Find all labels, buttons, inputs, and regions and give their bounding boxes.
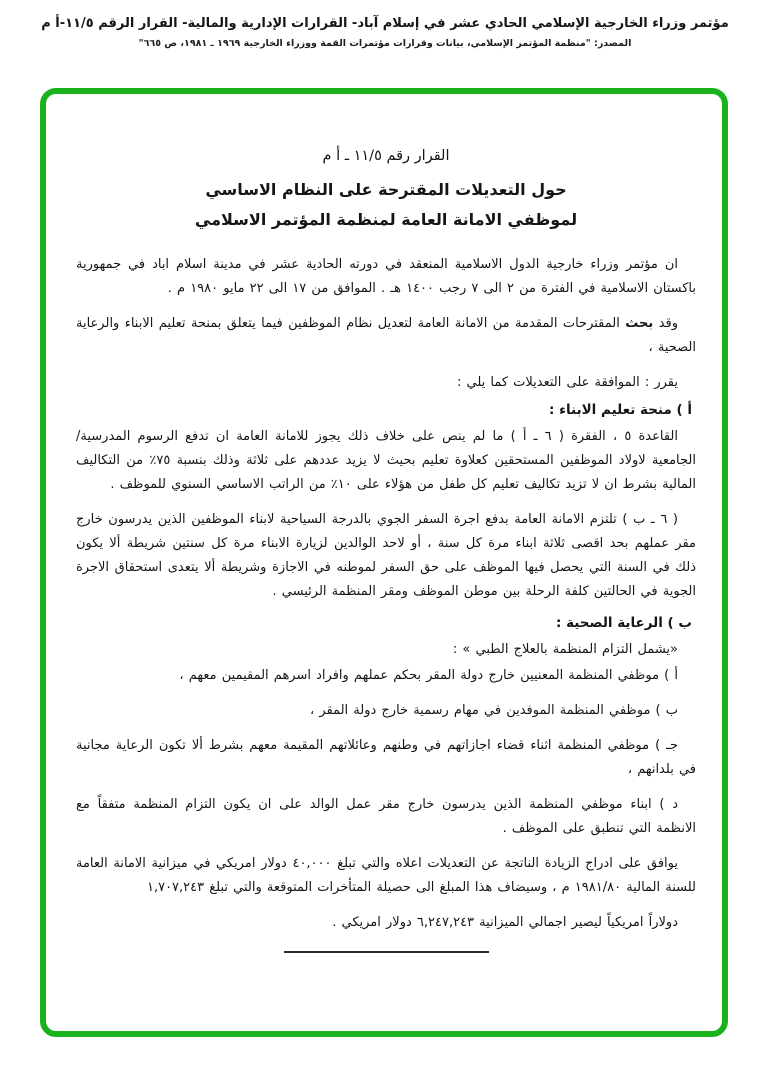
- decides-line: يقرر : الموافقة على التعديلات كما يلي :: [456, 375, 678, 390]
- source-header-citation: المصدر: "منظمة المؤتمر الإسلامي، بيانات وقرارات مؤتمرات القمة ووزراء الخارجية ١٩٦٩ ـ ١٩٨١، ص ٦٦٥": [138, 37, 632, 49]
- review-paragraph: [76, 312, 696, 360]
- document-frame: [40, 88, 728, 1037]
- education-grant-rule-6a: القاعدة ٥ ، الفقرة ( ٦ ـ أ ) ما لم ينص على خلاف ذلك يجوز للامانة العامة ان تدفع الرسوم المدرسية/ الجامعية لاولاد الموظفين المستحقين كعلاوة تعليم بحيث لا يزيد عددهم على ثلاثة وذلك بنسبة ٧٥٪ من التكاليف المالية بشرط ان لا تزيد تكاليف تعليم كل طفل من هؤلاء على ١٠٪ من الراتب الاساسي السنوي للموظف .: [76, 429, 696, 492]
- decision-number-title: القرار رقم ١١/٥ ـ أ م: [322, 148, 450, 164]
- section-a-heading: أ ) منحة تعليم الابناء :: [548, 402, 692, 418]
- decision-subject-title-2: لموظفي الامانة العامة لمنظمة المؤتمر الاسلامي: [194, 210, 578, 229]
- source-header-title: مؤتمر وزراء الخارجية الإسلامي الحادي عشر في إسلام آباد- القرارات الإدارية والمالية- القرار الرقم ١١/٥-أ م: [41, 16, 729, 31]
- section-b-heading: ب ) الرعاية الصحية :: [555, 615, 692, 631]
- medical-coverage-item-a: أ ) موظفي المنظمة المعنيين خارج دولة المقر بحكم عملهم وافراد اسرهم المقيمين معهم ،: [179, 668, 678, 683]
- review-text: المقترحات المقدمة من الامانة العامة لتعديل نظام الموظفين فيما يتعلق بمنحة تعليم الابناء والرعاية الصحية ،: [76, 316, 696, 355]
- budget-total-line: دولاراً امريكياً ليصير اجمالي الميزانية ٦,٢٤٧,٢٤٣ دولار امريكي .: [332, 915, 678, 930]
- medical-coverage-item-c: جـ ) موظفي المنظمة اثناء قضاء اجازاتهم في وطنهم وعائلاتهم المقيمة معهم بشرط ألا تكون الرعاية مجانية في بلدانهم ،: [76, 738, 696, 777]
- preamble-paragraph: ان مؤتمر وزراء خارجية الدول الاسلامية المنعقد في دورته الحادية عشر في مدينة اسلام اباد في جمهورية باكستان الاسلامية في الفترة من ٢ الى ٧ رجب ١٤٠٠ هـ . الموافق من ١٧ الى ٢٢ مايو ١٩٨٠ م .: [76, 257, 696, 296]
- footer-divider: [284, 951, 489, 953]
- decision-subject-title-1: حول التعديلات المقترحة على النظام الاساسي: [205, 180, 567, 199]
- medical-coverage-item-b: ب ) موظفي المنظمة الموفدين في مهام رسمية خارج دولة المقر ،: [309, 703, 678, 718]
- budget-paragraph: يوافق على ادراج الزيادة الناتجة عن التعديلات اعلاه والتي تبلغ ٤٠,٠٠٠ دولار امريكي في ميزانية الامانة العامة للسنة المالية ١٩٨١/٨٠ م ، وسيضاف هذا المبلغ الى حصيلة المتأخرات المتوقعة والتي تبلغ ١,٧٠٧,٢٤٣: [76, 856, 696, 895]
- source-header: [0, 14, 770, 49]
- medical-coverage-item-d: د ) ابناء موظفي المنظمة الذين يدرسون خارج مقر عمل الوالد على ان يكون التزام المنظمة متفقاً مع الانظمة التي تنطبق على الموظف .: [76, 797, 696, 836]
- review-emphasis: بحث: [625, 316, 654, 331]
- medical-coverage-intro: «يشمل التزام المنظمة بالعلاج الطبي » :: [452, 642, 678, 657]
- review-prefix: وقد: [658, 316, 678, 331]
- education-grant-rule-6b: ( ٦ ـ ب ) تلتزم الامانة العامة بدفع اجرة السفر الجوي بالدرجة السياحية لابناء الموظفين الذين يدرسون خارج مقر عملهم بحد اقصى ثلاثة ابناء مرة كل سنة ، أو لاحد الوالدين لزيارة الابناء مرة كل سنتين شريطة ألا يكون ذلك في السنة التي يحصل فيها الموظف على حق السفر لموطنه في الاجازة وشريطة ألا يتعدى استحقاق الاجرة الجوية في الحالتين كلفة الرحلة بين موطن الموظف ومقر المنظمة الرئيسي .: [76, 512, 696, 599]
